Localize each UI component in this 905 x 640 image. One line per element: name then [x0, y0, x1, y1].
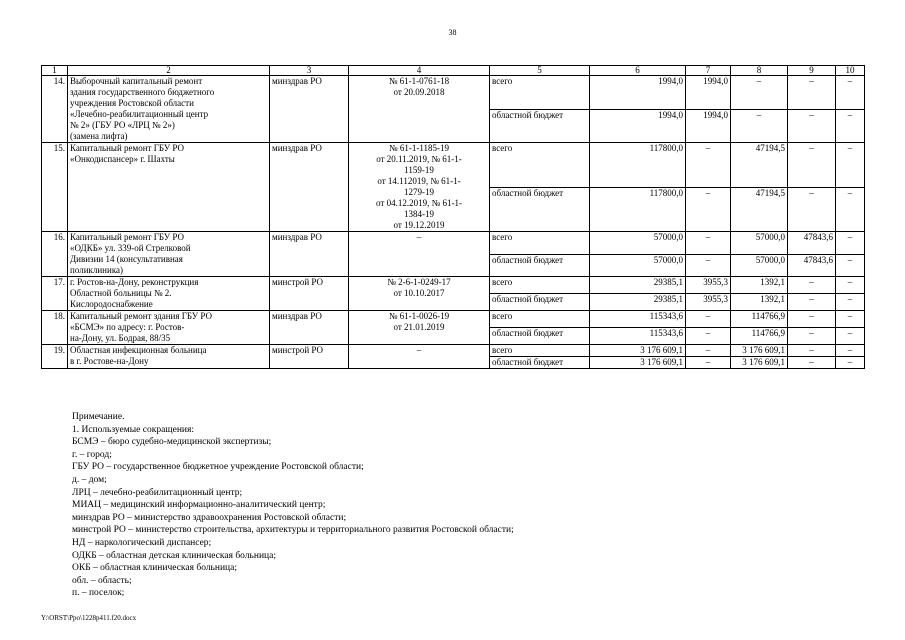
object-name-line: Областная инфекционная больница — [70, 345, 207, 355]
responsible-organization: минстрой РО — [270, 277, 349, 311]
expertise-conclusion — [349, 311, 490, 345]
amount-cell: 1994,0 — [590, 76, 686, 110]
object-name-line: «ОДКБ» ул. 339-ой Стрелковой — [70, 243, 191, 253]
responsible-organization: минздрав РО — [270, 143, 349, 232]
row-number: 18. — [42, 311, 68, 345]
amount-cell: – — [788, 328, 836, 345]
expertise-conclusion-line: от 20.11.2019, № 61-1- — [376, 154, 462, 164]
amount-cell: – — [788, 311, 836, 328]
table-row — [42, 311, 865, 328]
amount-cell: 29385,1 — [590, 294, 686, 311]
amount-cell: 1994,0 — [686, 109, 731, 143]
amount-cell: 57000,0 — [590, 232, 686, 255]
header-cell: 9 — [788, 66, 836, 76]
funding-source: областной бюджет — [490, 109, 590, 143]
amount-cell: 47194,5 — [731, 143, 788, 188]
amount-cell: 3 176 609,1 — [590, 357, 686, 369]
amount-cell: 3 176 609,1 — [590, 345, 686, 357]
expertise-conclusion-line: от 14.112019, № 61-1- — [377, 176, 461, 186]
header-cell: 10 — [836, 66, 865, 76]
object-name — [68, 143, 270, 232]
row-number: 14. — [42, 76, 68, 143]
amount-cell: 1392,1 — [731, 277, 788, 294]
header-cell: 8 — [731, 66, 788, 76]
abbreviation-item: ОДКБ – областная детская клиническая больница; — [72, 550, 276, 561]
abbreviation-item: НД – наркологический диспансер; — [72, 537, 212, 548]
file-path: Y:\ORST\Ppo\1228p411.f20.docx — [41, 614, 137, 622]
header-cell: 3 — [270, 66, 349, 76]
object-name — [68, 345, 270, 369]
abbreviation-item: г. – город; — [72, 449, 112, 460]
amount-cell: – — [686, 357, 731, 369]
responsible-organization: минздрав РО — [270, 232, 349, 277]
abbreviation-item: обл. – область; — [72, 575, 132, 586]
amount-cell: – — [836, 345, 865, 357]
amount-cell: – — [686, 311, 731, 328]
responsible-organization: минстрой РО — [270, 345, 349, 369]
amount-cell: – — [686, 254, 731, 277]
abbreviation-item: минздрав РО – министерство здравоохранения Ростовской области; — [72, 512, 347, 523]
abbreviation-item: ОКБ – областная клиническая больница; — [72, 563, 237, 574]
expertise-conclusion-line: № 61-1-0026-19 — [388, 311, 450, 321]
object-name-line: в г. Ростове-на-Дону — [70, 356, 149, 366]
object-name-line: поликлиника) — [70, 265, 124, 275]
object-name — [68, 277, 270, 311]
expertise-conclusion-line: № 2-6-1-0249-17 — [387, 277, 451, 287]
abbreviation-item: БСМЭ – бюро судебно-медицинской экспертизы; — [72, 437, 272, 448]
abbreviation-list — [72, 436, 892, 600]
amount-cell: 3 176 609,1 — [731, 357, 788, 369]
object-name-line: Капитальный ремонт ГБУ РО — [70, 143, 185, 153]
notes-subtitle: 1. Используемые сокращения: — [72, 424, 194, 435]
header-cell: 4 — [349, 66, 490, 76]
expertise-conclusion — [349, 277, 490, 311]
expertise-conclusion-line: 1384-19 — [404, 209, 434, 219]
header-cell: 5 — [490, 66, 590, 76]
object-name-line: Кислородоснабжение — [70, 299, 153, 309]
object-name-line: Областной больницы № 2. — [70, 288, 172, 298]
expertise-conclusion-line: от 20.09.2018 — [393, 87, 445, 97]
amount-cell: 117800,0 — [590, 143, 686, 188]
amount-cell: 47194,5 — [731, 187, 788, 232]
amount-cell: 47843,6 — [788, 254, 836, 277]
amount-cell: – — [686, 345, 731, 357]
object-name-line: Выборочный капитальный ремонт — [70, 76, 203, 86]
expertise-conclusion-line: от 10.10.2017 — [393, 288, 445, 298]
table-row — [42, 345, 865, 357]
amount-cell: 1994,0 — [590, 109, 686, 143]
funding-source: всего — [490, 232, 590, 255]
object-name-line: г. Ростов-на-Дону, реконструкция — [70, 277, 199, 287]
amount-cell: – — [836, 294, 865, 311]
funding-source: всего — [490, 277, 590, 294]
amount-cell: – — [788, 345, 836, 357]
expertise-conclusion — [349, 143, 490, 232]
expertise-conclusion-line: № 61-1-0761-18 — [388, 76, 450, 86]
table-row — [42, 143, 865, 188]
amount-cell: 1392,1 — [731, 294, 788, 311]
row-number: 17. — [42, 277, 68, 311]
funding-source: областной бюджет — [490, 254, 590, 277]
amount-cell: – — [788, 143, 836, 188]
amount-cell: – — [836, 76, 865, 110]
abbreviation-item: п. – поселок; — [72, 588, 125, 599]
object-name-line: учреждения Ростовской области — [70, 98, 194, 108]
amount-cell: 3955,3 — [686, 277, 731, 294]
expertise-conclusion-line: 1159-19 — [404, 165, 434, 175]
object-name-line: «БСМЭ» по адресу: г. Ростов- — [70, 322, 185, 332]
expertise-conclusion-line: от 21.01.2019 — [393, 322, 445, 332]
object-name — [68, 232, 270, 277]
header-cell: 1 — [42, 66, 68, 76]
object-name-line: Дивизии 14 (консультативная — [70, 254, 183, 264]
header-cell: 2 — [68, 66, 270, 76]
amount-cell: – — [836, 254, 865, 277]
amount-cell: – — [788, 109, 836, 143]
amount-cell: 114766,9 — [731, 311, 788, 328]
amount-cell: – — [836, 143, 865, 188]
abbreviation-item: ГБУ РО – государственное бюджетное учреждение Ростовской области; — [72, 462, 364, 473]
funding-source: всего — [490, 143, 590, 188]
funding-source: всего — [490, 345, 590, 357]
object-name-line: здания государственного бюджетного — [70, 87, 215, 97]
budget-table — [41, 65, 865, 369]
amount-cell: – — [788, 357, 836, 369]
notes-section — [72, 411, 892, 600]
amount-cell: – — [686, 328, 731, 345]
header-row — [42, 66, 865, 76]
amount-cell: – — [836, 109, 865, 143]
expertise-conclusion — [349, 232, 490, 277]
page-number: 38 — [448, 28, 457, 37]
amount-cell: – — [686, 232, 731, 255]
amount-cell: 115343,6 — [590, 328, 686, 345]
expertise-conclusion-line: – — [416, 232, 422, 242]
responsible-organization: минздрав РО — [270, 76, 349, 143]
responsible-organization: минздрав РО — [270, 311, 349, 345]
row-number: 15. — [42, 143, 68, 232]
amount-cell: – — [788, 187, 836, 232]
amount-cell: 29385,1 — [590, 277, 686, 294]
header-cell: 7 — [686, 66, 731, 76]
amount-cell: – — [836, 357, 865, 369]
table-row — [42, 232, 865, 255]
amount-cell: 1994,0 — [686, 76, 731, 110]
amount-cell: – — [731, 76, 788, 110]
header-cell: 6 — [590, 66, 686, 76]
amount-cell: – — [836, 187, 865, 232]
funding-source: областной бюджет — [490, 328, 590, 345]
abbreviation-item: д. – дом; — [72, 474, 107, 485]
amount-cell: 47843,6 — [788, 232, 836, 255]
amount-cell: 114766,9 — [731, 328, 788, 345]
amount-cell: – — [788, 294, 836, 311]
row-number: 19. — [42, 345, 68, 369]
funding-source: областной бюджет — [490, 357, 590, 369]
amount-cell: 57000,0 — [590, 254, 686, 277]
table-row — [42, 277, 865, 294]
expertise-conclusion-line: 1279-19 — [404, 187, 434, 197]
funding-source: всего — [490, 76, 590, 110]
expertise-conclusion-line: от 19.12.2019 — [393, 220, 445, 230]
abbreviation-item: МИАЦ – медицинский информационно-аналитический центр; — [72, 500, 326, 511]
expertise-conclusion — [349, 76, 490, 143]
amount-cell: 3955,3 — [686, 294, 731, 311]
object-name-line: на-Дону, ул. Бодрая, 88/35 — [70, 333, 171, 343]
table-row — [42, 76, 865, 110]
object-name-line: Капитальный ремонт здания ГБУ РО — [70, 311, 213, 321]
amount-cell: – — [836, 311, 865, 328]
funding-source: всего — [490, 311, 590, 328]
amount-cell: 117800,0 — [590, 187, 686, 232]
expertise-conclusion — [349, 345, 490, 369]
object-name — [68, 76, 270, 143]
abbreviation-item: ЛРЦ – лечебно-реабилитационный центр; — [72, 487, 243, 498]
object-name-line: № 2» (ГБУ РО «ЛРЦ № 2») — [70, 120, 175, 130]
amount-cell: 57000,0 — [731, 254, 788, 277]
expertise-conclusion-line: от 04.12.2019, № 61-1- — [376, 198, 462, 208]
funding-source: областной бюджет — [490, 187, 590, 232]
amount-cell: – — [686, 143, 731, 188]
expertise-conclusion-line: № 61-1-1185-19 — [389, 143, 449, 153]
notes-title: Примечание. — [72, 412, 125, 422]
abbreviation-item: минстрой РО – министерство строительства, архитектуры и территориального развития Ростовской области; — [72, 525, 514, 536]
amount-cell: – — [836, 277, 865, 294]
amount-cell: – — [686, 187, 731, 232]
amount-cell: – — [836, 232, 865, 255]
row-number: 16. — [42, 232, 68, 277]
funding-source: областной бюджет — [490, 294, 590, 311]
object-name-line: «Лечебно-реабилитационный центр — [70, 109, 209, 119]
amount-cell: – — [788, 76, 836, 110]
object-name-line: (замена лифта) — [70, 131, 128, 141]
object-name-line: Капитальный ремонт ГБУ РО — [70, 232, 185, 242]
object-name — [68, 311, 270, 345]
amount-cell: 3 176 609,1 — [731, 345, 788, 357]
amount-cell: – — [836, 328, 865, 345]
amount-cell: – — [731, 109, 788, 143]
amount-cell: 57000,0 — [731, 232, 788, 255]
amount-cell: 115343,6 — [590, 311, 686, 328]
amount-cell: – — [788, 277, 836, 294]
expertise-conclusion-line: – — [416, 345, 422, 355]
object-name-line: «Онкодиспансер» г. Шахты — [70, 154, 175, 164]
